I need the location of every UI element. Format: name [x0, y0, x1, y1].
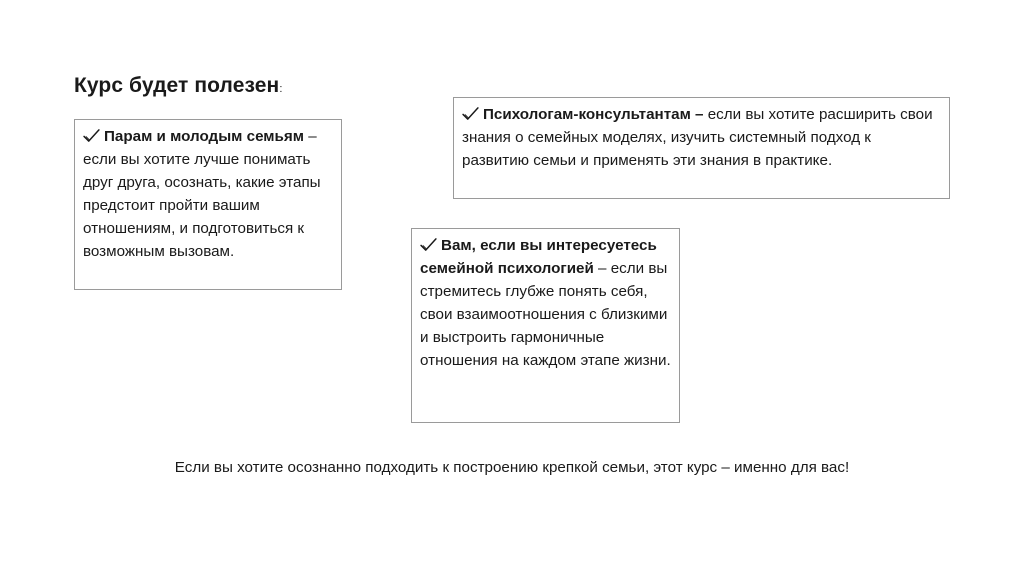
audience-box-couples [74, 119, 342, 290]
closing-statement: Если вы хотите осознанно подходить к построению крепкой семьи, этот курс – именно для вас! [174, 459, 850, 476]
slide-title-text: Курс будет полезен [74, 74, 280, 97]
check-mark-icon [420, 238, 437, 251]
audience-couples-heading: Парам и молодым семьям [104, 128, 304, 145]
slide-title-colon: : [279, 83, 283, 95]
check-mark-icon [83, 129, 100, 142]
audience-box-psychologists [453, 97, 950, 199]
audience-you-text: – если вы стремитесь глубже понять себя, свои взаимоотношения с близкими и выстроить гармоничные отношения на каждом этапе жизни. [420, 260, 671, 369]
audience-couples-text: – если вы хотите лучше понимать друг друга, осознать, какие этапы предстоит пройти вашим отношениям, и подготовиться к возможным вызовам. [83, 128, 321, 260]
check-mark-icon [462, 107, 479, 120]
audience-psychologists-text: если вы хотите расширить свои знания о семейных моделях, изучить системный подход к развитию семьи и применять эти знания в практике. [462, 106, 933, 169]
audience-you-heading: Вам, если вы интересуетесь семейной психологией [420, 237, 657, 277]
slide-title [74, 74, 282, 98]
audience-psychologists-heading: Психологам-консультантам – [483, 106, 704, 123]
audience-box-you [411, 228, 680, 423]
